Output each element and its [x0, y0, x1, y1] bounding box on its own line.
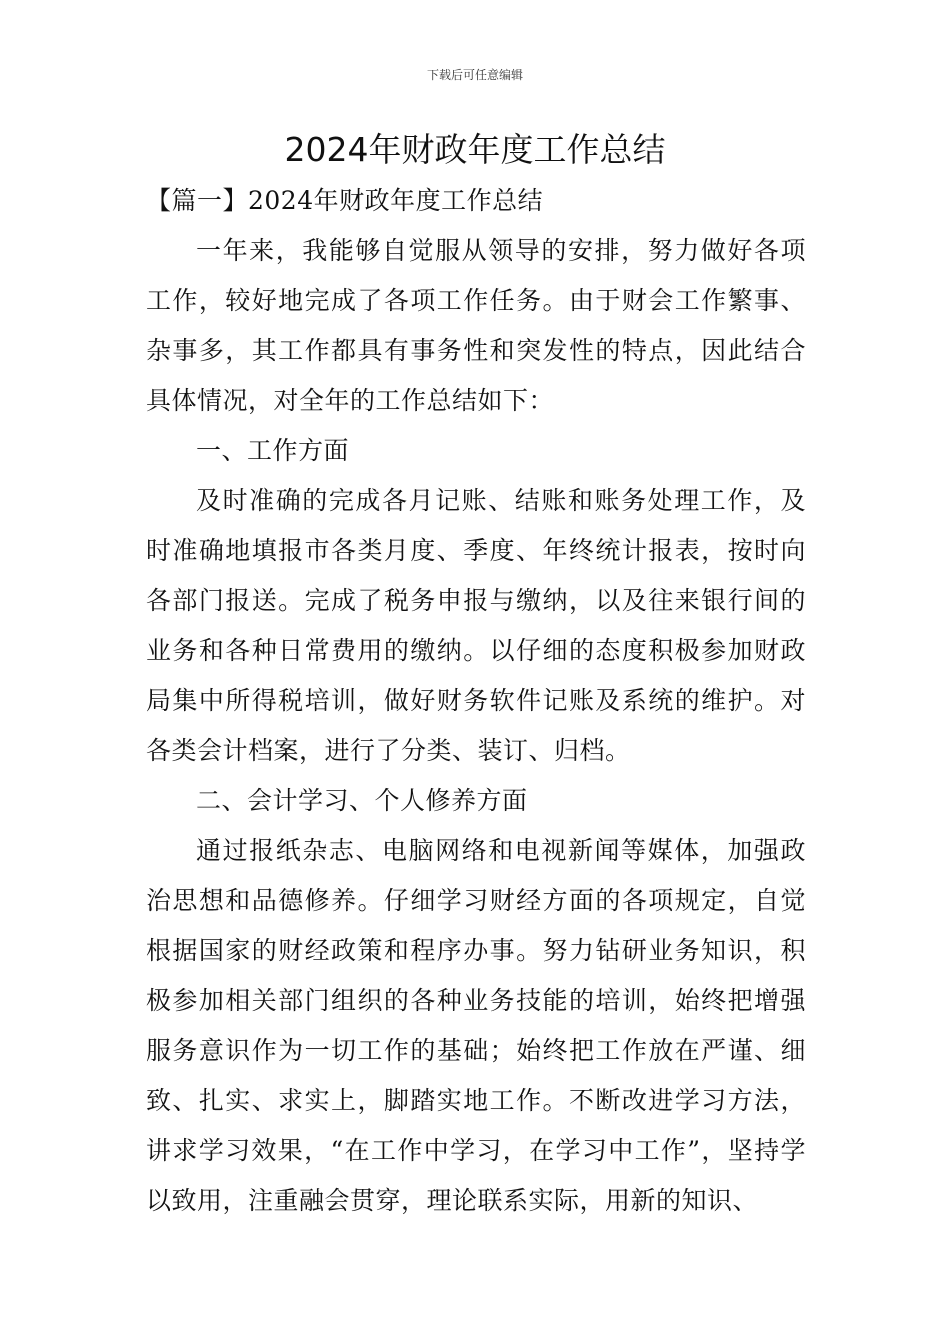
paragraph-work: 及时准确的完成各月记账、结账和账务处理工作，及时准确地填报市各类月度、季度、年终统计报表，按时向各部门报送。完成了税务申报与缴纳，以及往来银行间的业务和各种日常费用的缴纳。以仔细的态度积极参加财政局集中所得税培训，做好财务软件记账及系统的维护。对各类会计档案，进行了分类、装订、归档。: [146, 486, 806, 765]
subheading-study: 二、会计学习、个人修养方面: [196, 786, 528, 815]
header-note: 下载后可任意编辑: [426, 68, 523, 82]
section-heading: 【篇一】2024年财政年度工作总结: [146, 186, 544, 215]
document-body: [146, 176, 806, 1226]
paragraph-intro: 一年来，我能够自觉服从领导的安排，努力做好各项工作，较好地完成了各项工作任务。由于财会工作繁事、杂事多，其工作都具有事务性和突发性的特点，因此结合具体情况，对全年的工作总结如下：: [146, 236, 806, 415]
document-title: 2024年财政年度工作总结: [284, 130, 666, 169]
subheading-work: 一、工作方面: [196, 436, 350, 465]
paragraph-study: 通过报纸杂志、电脑网络和电视新闻等媒体，加强政治思想和品德修养。仔细学习财经方面的各项规定，自觉根据国家的财经政策和程序办事。努力钻研业务知识，积极参加相关部门组织的各种业务技能的培训，始终把增强服务意识作为一切工作的基础；始终把工作放在严谨、细致、扎实、求实上，脚踏实地工作。不断改进学习方法，讲求学习效果，“在工作中学习，在学习中工作”，坚持学以致用，注重融会贯穿，理论联系实际，用新的知识、: [146, 836, 806, 1215]
